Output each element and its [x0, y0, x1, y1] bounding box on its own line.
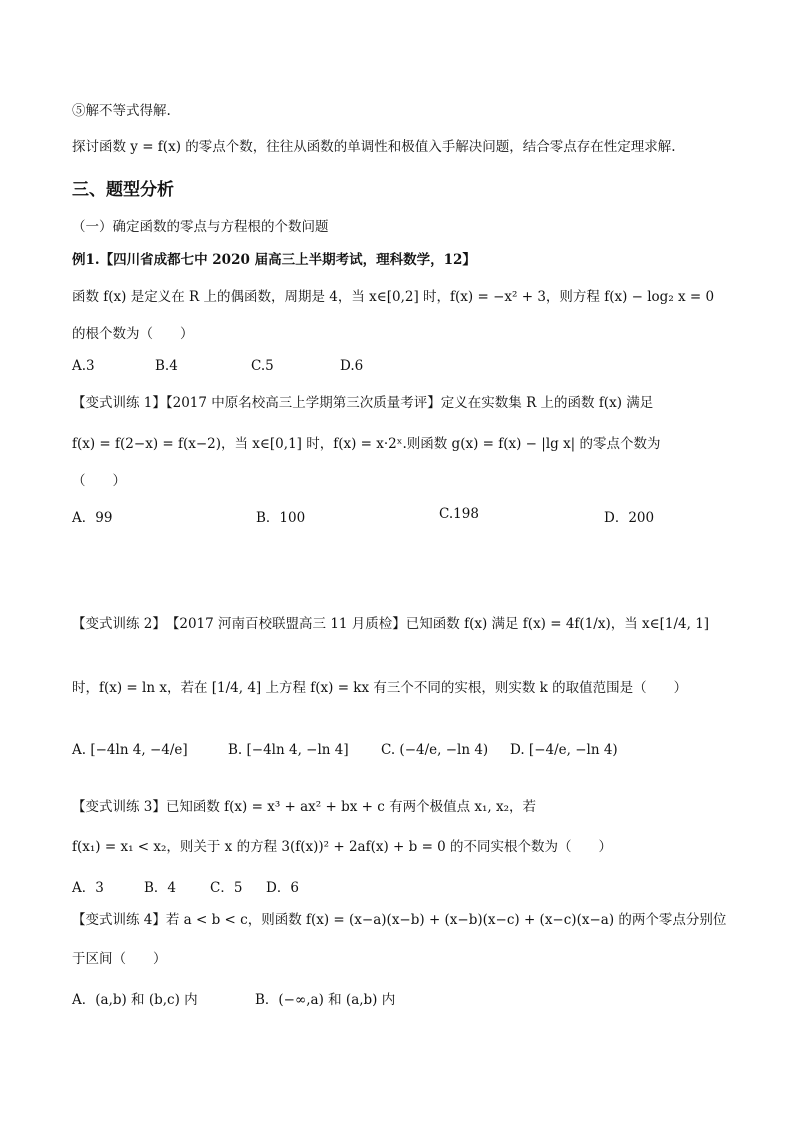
variant3-body: f(x₁) = x₁ < x₂，则关于 x 的方程 3(f(x))² + 2af(x) + b = 0 的不同实根个数为（ ）	[72, 839, 613, 855]
example1-heading: 例1.【四川省成都七中 2020 届高三上半期考试，理科数学，12】	[72, 252, 476, 268]
variant1-heading: 【变式训练 1】【2017 中原名校高三上学期第三次质量考评】定义在实数集 R 上的函数 f(x) 满足	[72, 395, 654, 411]
example1-body-line2: 的根个数为（ ）	[72, 326, 194, 342]
option-b: B．100	[256, 510, 306, 526]
variant2-heading: 【变式训练 2】 【2017 河南百校联盟高三 11 月质检】已知函数 f(x) 满足 f(x) = 4f(1/x)，当 x∈[1/4, 1]	[72, 616, 710, 632]
option-b: B．4	[144, 880, 177, 896]
variant4-body: 于区间（ ）	[72, 951, 167, 967]
option-a: A.3	[72, 358, 95, 374]
option-b: B．(−∞,a) 和 (a,b) 内	[255, 992, 396, 1008]
option-d: D．200	[604, 510, 655, 526]
option-b: B.4	[155, 358, 178, 374]
variant1-body: f(x) = f(2−x) = f(x−2)，当 x∈[0,1] 时，f(x) = x·2ˣ.则函数 g(x) = f(x) − |lg x| 的零点个数为	[72, 436, 661, 452]
example1-body-line1: 函数 f(x) 是定义在 R 上的偶函数，周期是 4，当 x∈[0,2] 时，f(x) = −x² + 3，则方程 f(x) − log₂ x = 0	[72, 289, 715, 305]
option-d: D．6	[266, 880, 299, 896]
variant4-heading: 【变式训练 4】若 a < b < c，则函数 f(x) = (x−a)(x−b) + (x−b)(x−c) + (x−c)(x−a) 的两个零点分别位	[72, 912, 727, 928]
variant1-paren: （ ）	[72, 473, 126, 489]
option-c: C. (−4/e, −ln 4)	[381, 742, 489, 758]
option-a: A．3	[72, 880, 104, 896]
option-a: A．99	[72, 510, 113, 526]
option-d: D.6	[340, 358, 364, 374]
option-a: A. [−4ln 4, −4/e]	[72, 742, 188, 758]
line-zero-count-note: 探讨函数 y = f(x) 的零点个数，往往从函数的单调性和极值入手解决问题，结合零点存在性定理求解.	[72, 139, 676, 155]
subsection-title: （一）确定函数的零点与方程根的个数问题	[72, 219, 329, 235]
option-a: A．(a,b) 和 (b,c) 内	[72, 992, 198, 1008]
option-c: C.5	[251, 358, 274, 374]
section-title: 三、题型分析	[72, 180, 174, 200]
option-b: B. [−4ln 4, −ln 4]	[228, 742, 349, 758]
variant2-body: 时，f(x) = ln x，若在 [1/4, 4] 上方程 f(x) = kx 有三个不同的实根，则实数 k 的取值范围是（ ）	[72, 680, 688, 696]
line-step5: ⑤解不等式得解.	[72, 103, 171, 119]
variant3-heading: 【变式训练 3】已知函数 f(x) = x³ + ax² + bx + c 有两个极值点 x₁, x₂，若	[72, 799, 537, 815]
option-c: C．5	[210, 880, 243, 896]
option-c: C.198	[439, 506, 479, 522]
option-d: D. [−4/e, −ln 4)	[510, 742, 618, 758]
